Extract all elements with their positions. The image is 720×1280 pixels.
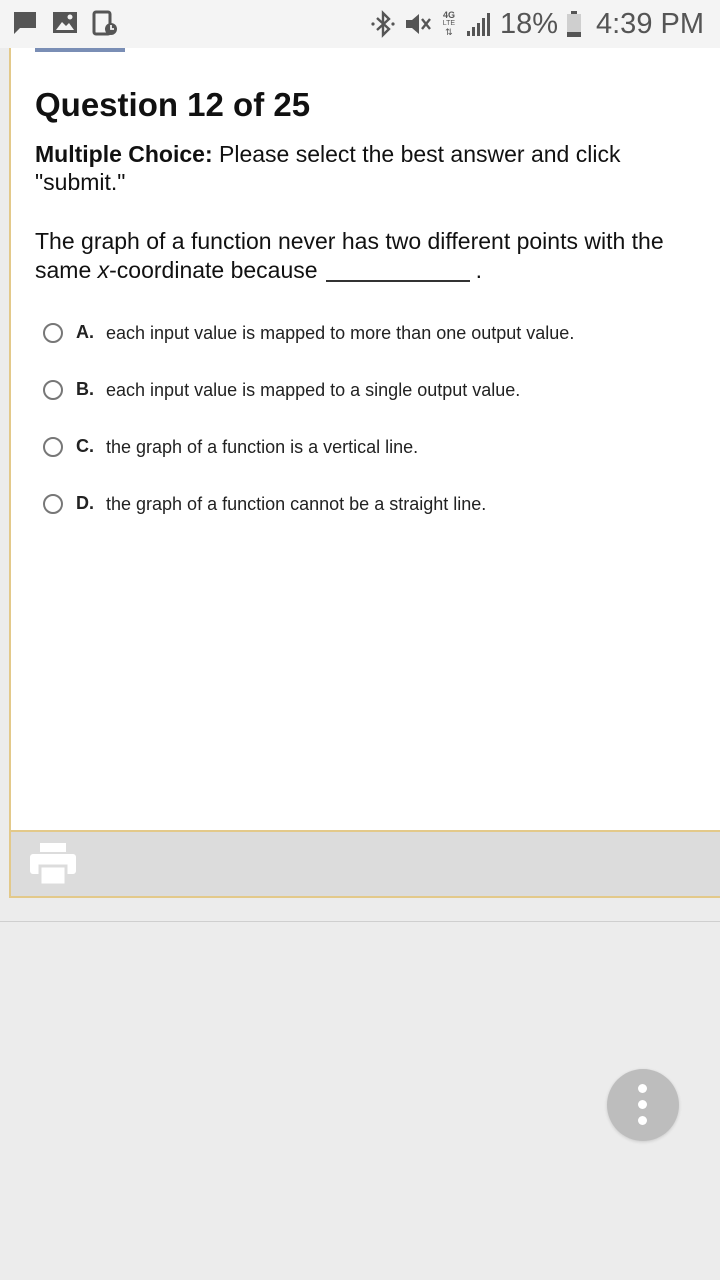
answer-choices bbox=[43, 318, 574, 546]
divider bbox=[0, 921, 720, 922]
radio-button[interactable] bbox=[43, 437, 63, 457]
answer-blank bbox=[326, 280, 470, 282]
print-icon[interactable] bbox=[29, 842, 77, 886]
screenshot-icon bbox=[92, 10, 118, 36]
radio-button[interactable] bbox=[43, 494, 63, 514]
prompt-italic: x bbox=[97, 257, 110, 283]
instruction-label: Multiple Choice: bbox=[35, 141, 213, 167]
instructions bbox=[35, 140, 685, 196]
radio-button[interactable] bbox=[43, 380, 63, 400]
progress-tab bbox=[35, 48, 125, 52]
mute-icon bbox=[404, 10, 432, 38]
prompt-after: -coordinate because bbox=[109, 257, 318, 283]
more-vert-icon bbox=[638, 1100, 647, 1109]
battery-percent: 18% bbox=[499, 7, 558, 40]
choice-letter: D. bbox=[76, 493, 94, 513]
lte-label: LTE bbox=[442, 20, 456, 27]
instruction-text: Please select the best answer and click "submit." bbox=[35, 141, 621, 195]
radio-button[interactable] bbox=[43, 323, 63, 343]
choice-letter: B. bbox=[76, 379, 94, 399]
more-vert-icon bbox=[638, 1116, 647, 1125]
question-prompt bbox=[35, 227, 705, 285]
image-icon bbox=[52, 10, 78, 36]
more-options-button[interactable] bbox=[607, 1069, 679, 1141]
signal-icon bbox=[466, 11, 492, 37]
bluetooth-icon bbox=[370, 10, 396, 38]
status-bar bbox=[0, 0, 720, 48]
choice-b[interactable] bbox=[43, 375, 574, 432]
prompt-end: . bbox=[475, 257, 482, 283]
lte-icon bbox=[440, 10, 458, 38]
choice-a[interactable] bbox=[43, 318, 574, 375]
choice-text: each input value is mapped to a single output value. bbox=[106, 380, 521, 400]
message-icon bbox=[12, 10, 38, 36]
question-card bbox=[9, 48, 720, 898]
battery-icon bbox=[566, 10, 582, 38]
choice-text: each input value is mapped to more than one output value. bbox=[106, 323, 575, 343]
card-footer bbox=[11, 830, 720, 896]
question-title: Question 12 of 25 bbox=[35, 86, 311, 123]
more-vert-icon bbox=[638, 1084, 647, 1093]
choice-text: the graph of a function is a vertical line. bbox=[106, 437, 419, 457]
choice-letter: C. bbox=[76, 436, 94, 456]
notification-icons bbox=[12, 10, 118, 36]
prompt-before: The graph of a function never has two different points with the same bbox=[35, 228, 664, 283]
choice-text: the graph of a function cannot be a straight line. bbox=[106, 494, 487, 514]
choice-c[interactable] bbox=[43, 432, 574, 489]
data-arrows-icon: ⇅ bbox=[445, 27, 453, 37]
system-status bbox=[370, 6, 704, 42]
network-label: 4G bbox=[442, 10, 455, 20]
choice-d[interactable] bbox=[43, 489, 574, 546]
clock: 4:39 PM bbox=[596, 7, 704, 40]
choice-letter: A. bbox=[76, 322, 94, 342]
